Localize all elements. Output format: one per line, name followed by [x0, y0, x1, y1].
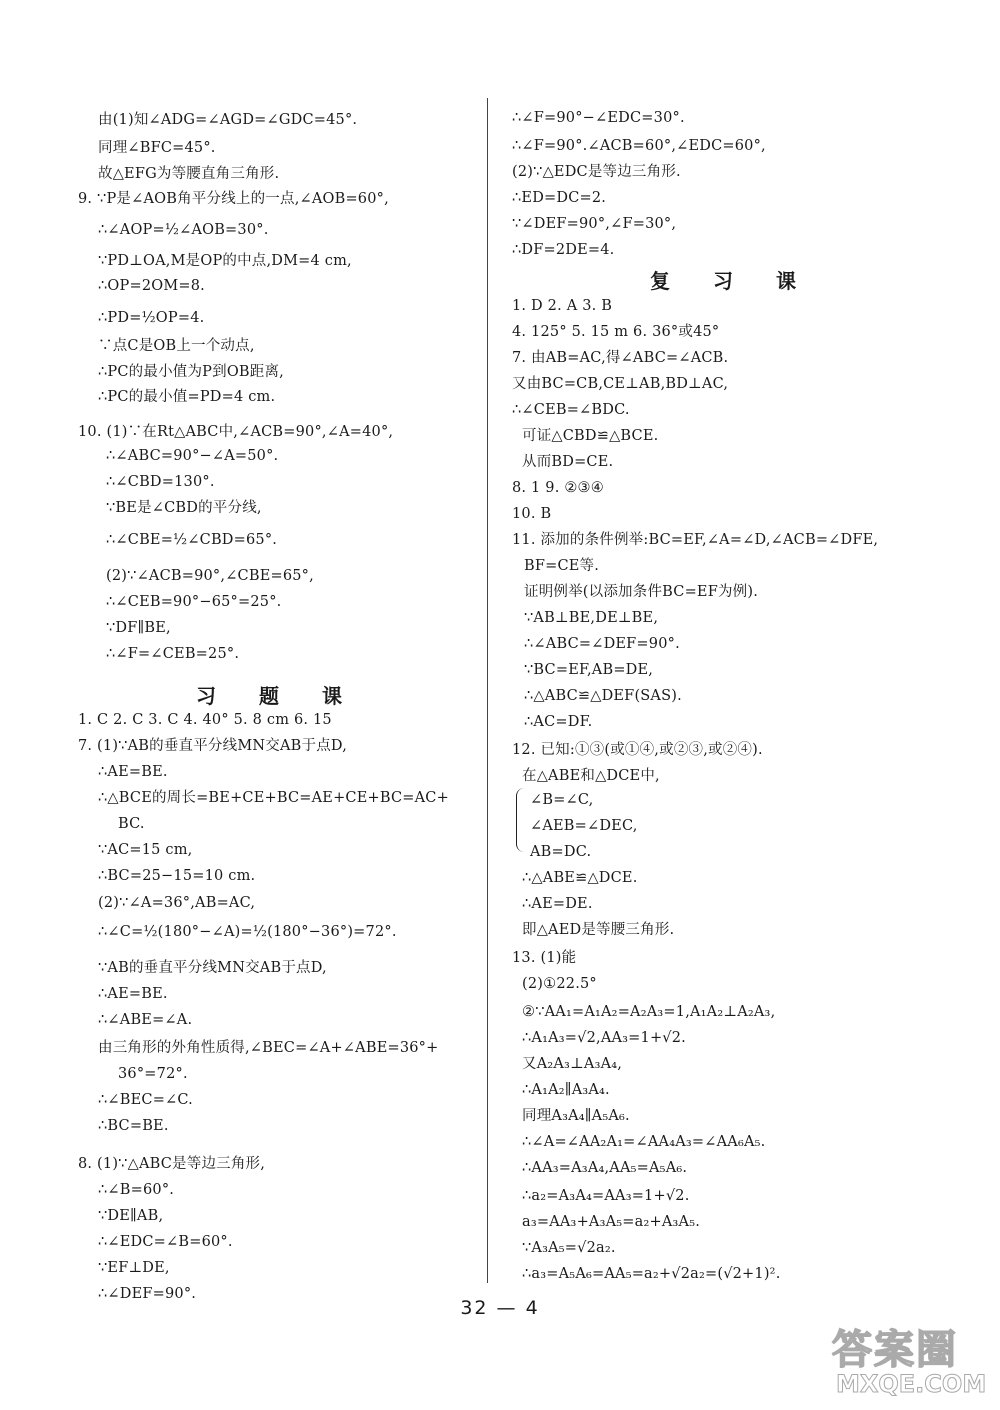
left-text-line: 7. (1)∵AB的垂直平分线MN交AB于点D,	[78, 738, 348, 754]
right-text-line: 证明例举(以添加条件BC=EF为例).	[524, 584, 759, 600]
right-text-line: ∴AC=DF.	[524, 714, 593, 730]
watermark-url: MXQE.COM	[836, 1370, 987, 1398]
right-text-line: ∴A₁A₂∥A₃A₄.	[522, 1082, 610, 1098]
right-text-line: ∴a₃=A₅A₆=AA₅=a₂+√2a₂=(√2+1)².	[522, 1266, 781, 1282]
left-text-line: ∴△BCE的周长=BE+CE+BC=AE+CE+BC=AC+	[98, 790, 449, 806]
section-title-review: 复 习 课	[650, 269, 814, 293]
left-text-line: ∴∠DEF=90°.	[98, 1286, 197, 1302]
left-text-line: ∴PD=½OP=4.	[98, 310, 205, 326]
right-text-line: ∵AB⊥BE,DE⊥BE,	[524, 610, 659, 626]
right-text-line: 又A₂A₃⊥A₃A₄,	[522, 1056, 623, 1072]
right-text-line: ∴A₁A₃=√2,AA₃=1+√2.	[522, 1030, 686, 1046]
left-text-line: ∴∠CEB=90°−65°=25°.	[106, 594, 282, 610]
right-text-line: 13. (1)能	[512, 950, 577, 966]
left-text-line: ∵DF∥BE,	[106, 620, 171, 636]
left-text-line: 36°=72°.	[118, 1066, 188, 1082]
left-text-line: ∵DE∥AB,	[98, 1208, 164, 1224]
right-text-line: ∴∠F=90°−∠EDC=30°.	[512, 110, 685, 126]
right-text-line: ∠B=∠C,	[530, 792, 594, 808]
right-text-line: ∵∠DEF=90°,∠F=30°,	[512, 216, 677, 232]
left-text-line: 1. C 2. C 3. C 4. 40° 5. 8 cm 6. 15	[78, 712, 332, 728]
right-text-line: 又由BC=CB,CE⊥AB,BD⊥AC,	[512, 376, 729, 392]
left-text-line: ∴∠C=½(180°−∠A)=½(180°−36°)=72°.	[98, 924, 397, 940]
left-text-line: ∵PD⊥OA,M是OP的中点,DM=4 cm,	[98, 253, 352, 269]
left-text-line: ∵BE是∠CBD的平分线,	[106, 500, 262, 516]
right-text-line: 1. D 2. A 3. B	[512, 298, 613, 314]
left-text-line: ∴∠CBD=130°.	[106, 474, 215, 490]
column-divider	[487, 98, 488, 1283]
right-text-line: ∴△ABE≌△DCE.	[522, 870, 638, 886]
left-text-line: ∴∠BEC=∠C.	[98, 1092, 193, 1108]
left-text-line: ∴OP=2OM=8.	[98, 278, 205, 294]
right-text-line: 从而BD=CE.	[522, 454, 614, 470]
right-text-line: 4. 125° 5. 15 m 6. 36°或45°	[512, 324, 720, 340]
left-text-line: 8. (1)∵△ABC是等边三角形,	[78, 1156, 266, 1172]
watermark-logo	[828, 1318, 988, 1402]
right-text-line: (2)①22.5°	[522, 976, 597, 992]
right-text-line: 8. 1 9. ②③④	[512, 480, 604, 496]
right-text-line: 即△AED是等腰三角形.	[522, 922, 675, 938]
right-text-line: ∴∠A=∠AA₂A₁=∠AA₄A₃=∠AA₆A₅.	[522, 1134, 766, 1150]
left-text-line: ∵EF⊥DE,	[98, 1260, 170, 1276]
right-text-line: 11. 添加的条件例举:BC=EF,∠A=∠D,∠ACB=∠DFE,	[512, 532, 879, 548]
left-text-line: ∴PC的最小值=PD=4 cm.	[98, 389, 276, 405]
left-text-line: ∵点C是OB上一个动点,	[98, 338, 255, 354]
left-text-line: ∵AB的垂直平分线MN交AB于点D,	[98, 960, 327, 976]
right-text-line: ∵BC=EF,AB=DE,	[524, 662, 654, 678]
right-text-line: ∴DF=2DE=4.	[512, 242, 615, 258]
right-text-line: ②∵AA₁=A₁A₂=A₂A₃=1,A₁A₂⊥A₂A₃,	[522, 1004, 776, 1020]
right-text-line: 同理A₃A₄∥A₅A₆.	[522, 1108, 630, 1124]
right-text-line: ∴ED=DC=2.	[512, 190, 607, 206]
right-text-line: ∴AE=DE.	[522, 896, 593, 912]
left-text-line: ∴BC=BE.	[98, 1118, 169, 1134]
left-text-line: 同理∠BFC=45°.	[98, 140, 216, 156]
left-text-line: 由三角形的外角性质得,∠BEC=∠A+∠ABE=36°+	[98, 1040, 439, 1056]
left-text-line: ∴∠EDC=∠B=60°.	[98, 1234, 233, 1250]
right-text-line: a₃=AA₃+A₃A₅=a₂+A₃A₅.	[522, 1214, 701, 1230]
right-text-line: 10. B	[512, 506, 552, 522]
right-text-line: ∴△ABC≌△DEF(SAS).	[524, 688, 682, 704]
right-text-line: 7. 由AB=AC,得∠ABC=∠ACB.	[512, 350, 729, 366]
left-text-line: ∴PC的最小值为P到OB距离,	[98, 364, 284, 380]
left-text-line: ∴∠F=∠CEB=25°.	[106, 646, 240, 662]
right-text-line: (2)∵△EDC是等边三角形.	[512, 164, 681, 180]
right-text-line: ∵A₃A₅=√2a₂.	[522, 1240, 616, 1256]
right-text-line: ∴AA₃=A₃A₄,AA₅=A₅A₆.	[522, 1160, 688, 1176]
right-text-line: ∴∠F=90°.∠ACB=60°,∠EDC=60°,	[512, 138, 766, 154]
right-text-line: ∠AEB=∠DEC,	[530, 818, 638, 834]
right-text-line: ∴∠ABC=∠DEF=90°.	[524, 636, 680, 652]
watermark-title: 答案圈	[832, 1327, 958, 1373]
left-text-line: ∴∠ABE=∠A.	[98, 1012, 193, 1028]
left-text-line: 10. (1)∵在Rt△ABC中,∠ACB=90°,∠A=40°,	[78, 424, 394, 440]
left-text-line: ∴∠AOP=½∠AOB=30°.	[98, 222, 269, 238]
right-text-line: ∴∠CEB=∠BDC.	[512, 402, 630, 418]
left-text-line: ∴BC=25−15=10 cm.	[98, 868, 256, 884]
right-text-line: 12. 已知:①③(或①④,或②③,或②④).	[512, 742, 763, 758]
left-text-line: ∴∠ABC=90°−∠A=50°.	[106, 448, 279, 464]
right-text-line: BF=CE等.	[524, 558, 600, 574]
page-number: 32 — 4	[460, 1297, 540, 1319]
left-text-line: BC.	[118, 816, 145, 832]
right-text-line: 可证△CBD≌△BCE.	[522, 428, 659, 444]
left-text-line: ∴AE=BE.	[98, 764, 168, 780]
left-text-line: ∴∠CBE=½∠CBD=65°.	[106, 532, 278, 548]
section-title-exercise: 习 题 课	[196, 684, 360, 708]
left-text-line: 由(1)知∠ADG=∠AGD=∠GDC=45°.	[98, 112, 358, 128]
left-text-line: ∴AE=BE.	[98, 986, 168, 1002]
right-text-line: AB=DC.	[530, 844, 592, 860]
left-text-line: 故△EFG为等腰直角三角形.	[98, 166, 280, 182]
left-text-line: ∵AC=15 cm,	[98, 842, 193, 858]
left-text-line: 9. ∵P是∠AOB角平分线上的一点,∠AOB=60°,	[78, 191, 389, 207]
right-text-line: 在△ABE和△DCE中,	[522, 768, 660, 784]
left-text-line: (2)∵∠A=36°,AB=AC,	[98, 895, 256, 911]
left-text-line: (2)∵∠ACB=90°,∠CBE=65°,	[106, 568, 314, 584]
system-brace	[516, 788, 525, 852]
left-text-line: ∴∠B=60°.	[98, 1182, 175, 1198]
right-text-line: ∴a₂=A₃A₄=AA₃=1+√2.	[522, 1188, 690, 1204]
